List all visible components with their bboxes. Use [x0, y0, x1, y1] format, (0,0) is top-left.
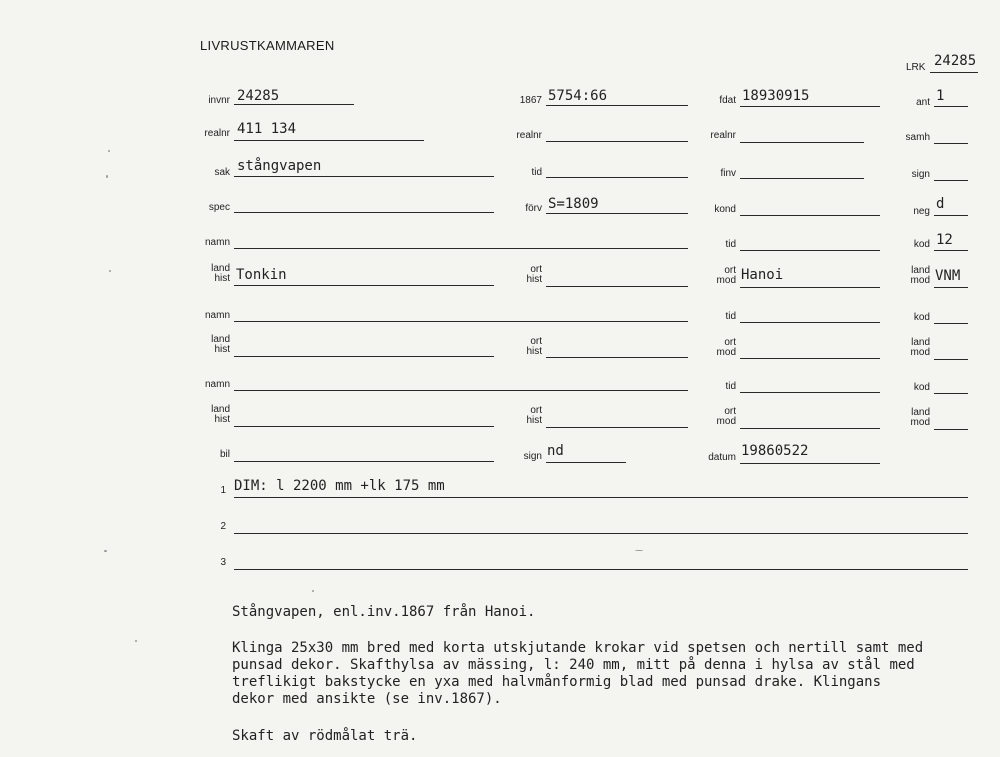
namn3-line: [234, 390, 688, 391]
forv-line: [546, 213, 688, 214]
line3-rule: [234, 569, 968, 570]
kond-line: [740, 215, 880, 216]
realnr2-line: [546, 141, 688, 142]
sign2-label: sign: [523, 451, 542, 462]
namn1-line: [234, 248, 688, 249]
kod2-line: [934, 323, 968, 324]
sign-line: [934, 180, 968, 181]
land-hist1-line: [234, 285, 494, 286]
ort-hist1-label: ort hist: [526, 264, 542, 285]
namn2-label: namn: [204, 310, 230, 321]
land-mod3-label: land mod: [910, 407, 930, 428]
invnr-value: 24285: [237, 88, 280, 104]
scan-speck: [104, 550, 107, 552]
bil-line: [234, 461, 494, 462]
tid2-line: [740, 322, 880, 323]
ort-mod2-label: ort mod: [716, 337, 736, 358]
namn2-line: [234, 321, 688, 322]
tid-label: tid: [531, 167, 542, 178]
ort-mod2-line: [740, 358, 880, 359]
realnr3-label: realnr: [710, 130, 736, 141]
line1-value: DIM: l 2200 mm +lk 175 mm: [234, 478, 445, 494]
tid1-label: tid: [725, 239, 736, 250]
line2-number: 2: [220, 521, 226, 532]
line3-number: 3: [220, 557, 226, 568]
ort-hist2-label: ort hist: [526, 336, 542, 357]
sign2-line: [546, 462, 626, 463]
scan-speck: [312, 590, 314, 592]
ort-hist3-line: [546, 427, 688, 428]
samh-label: samh: [905, 132, 930, 143]
sak-line: [234, 176, 494, 177]
ort-hist1-line: [546, 286, 688, 287]
line1-number: 1: [220, 485, 226, 496]
namn1-label: namn: [204, 237, 230, 248]
tid3-line: [740, 392, 880, 393]
neg-line: [934, 215, 968, 216]
fdat-value: 18930915: [742, 88, 810, 104]
namn3-label: namn: [204, 379, 230, 390]
datum-value: 19860522: [741, 443, 809, 459]
kod1-line: [934, 250, 968, 251]
scan-speck: [108, 150, 110, 152]
spec-label: spec: [208, 202, 230, 213]
realnr1-line: [234, 140, 424, 141]
note-shaft: Skaft av rödmålat trä.: [232, 728, 418, 744]
sign2-value: nd: [547, 443, 564, 459]
tid2-label: tid: [725, 311, 736, 322]
lrk-value: 24285: [934, 53, 977, 69]
invnr-label: invnr: [208, 95, 230, 106]
note-description-line1: Klinga 25x30 mm bred med korta utskjutande krokar vid spetsen och nertill samt med: [232, 640, 924, 656]
tid3-label: tid: [725, 381, 736, 392]
land-hist2-line: [234, 356, 494, 357]
land-hist3-label: land hist: [211, 404, 230, 425]
lrk-label: LRK: [906, 62, 926, 73]
spec-line: [234, 212, 494, 213]
datum-line: [740, 463, 880, 464]
neg-value: d: [936, 196, 945, 212]
sign-label: sign: [911, 169, 930, 180]
land-hist3-line: [234, 426, 494, 427]
scan-speck: [106, 175, 108, 178]
kod2-label: kod: [913, 312, 930, 323]
kond-label: kond: [714, 204, 736, 215]
datum-label: datum: [708, 452, 736, 463]
land-mod1-line: [934, 287, 968, 288]
land-hist2-label: land hist: [211, 334, 230, 355]
forv-label: förv: [525, 203, 542, 214]
scan-speck: [135, 640, 137, 642]
realnr1-value: 411 134: [237, 121, 297, 137]
land-mod1-value: VNM: [935, 268, 961, 284]
r1867-label: 1867: [519, 95, 542, 106]
ort-mod3-label: ort mod: [716, 406, 736, 427]
r1867-value: 5754:66: [548, 88, 608, 104]
r1867-line: [546, 105, 688, 106]
scan-speck: [109, 270, 111, 272]
land-hist1-value: Tonkin: [236, 267, 287, 283]
tid-line: [546, 177, 688, 178]
line1-rule: [234, 497, 968, 498]
land-hist1-label: land hist: [211, 263, 230, 284]
ort-mod1-line: [740, 287, 880, 288]
ort-mod1-label: ort mod: [716, 265, 736, 286]
kod1-label: kod: [913, 239, 930, 250]
tid1-line: [740, 250, 880, 251]
sak-label: sak: [214, 167, 230, 178]
sak-value: stångvapen: [237, 158, 322, 174]
note-description-line3: treflikigt bakstycke en yxa med halvmånformig blad med punsad drake. Klingans: [232, 674, 882, 690]
kod3-label: kod: [913, 382, 930, 393]
fdat-line: [740, 106, 880, 107]
ant-value: 1: [936, 88, 945, 104]
land-mod1-label: land mod: [910, 265, 930, 286]
finv-line: [740, 178, 864, 179]
land-mod3-line: [934, 429, 968, 430]
note-description-line2: punsad dekor. Skafthylsa av mässing, l: 240 mm, mitt på denna i hylsa av stål med: [232, 657, 915, 673]
card-title: LIVRUSTKAMMAREN: [200, 38, 335, 53]
note-summary: Stångvapen, enl.inv.1867 från Hanoi.: [232, 604, 536, 620]
finv-label: finv: [720, 168, 736, 179]
ant-label: ant: [916, 97, 930, 108]
samh-line: [934, 143, 968, 144]
note-description-line4: dekor med ansikte (se inv.1867).: [232, 691, 502, 707]
forv-value: S=1809: [548, 196, 599, 212]
realnr1-label: realnr: [204, 128, 230, 139]
kod1-value: 12: [936, 232, 953, 248]
invnr-line: [234, 104, 354, 105]
realnr2-label: realnr: [516, 130, 542, 141]
line2-rule: [234, 533, 968, 534]
ort-hist3-label: ort hist: [526, 405, 542, 426]
kod3-line: [934, 393, 968, 394]
neg-label: neg: [913, 206, 930, 217]
land-mod2-label: land mod: [910, 337, 930, 358]
realnr3-line: [740, 142, 864, 143]
scan-speck: [635, 550, 643, 551]
ort-hist2-line: [546, 357, 688, 358]
lrk-line: [930, 72, 978, 73]
land-mod2-line: [934, 359, 968, 360]
fdat-label: fdat: [719, 95, 736, 106]
ort-mod3-line: [740, 428, 880, 429]
ant-line: [934, 106, 968, 107]
bil-label: bil: [219, 449, 230, 460]
ort-mod1-value: Hanoi: [741, 267, 784, 283]
